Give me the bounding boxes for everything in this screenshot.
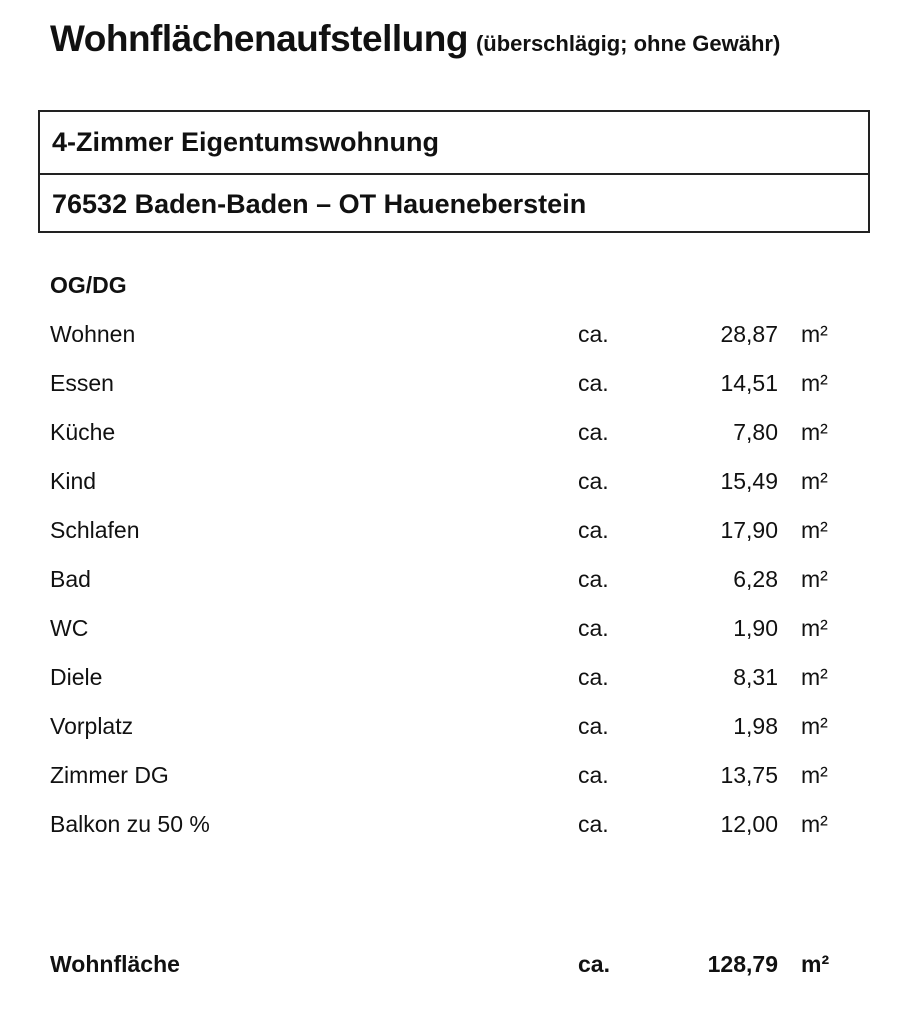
area-unit: m² (801, 713, 828, 739)
approx-label: ca. (578, 615, 609, 641)
list-item (0, 800, 906, 849)
area-unit: m² (801, 615, 828, 641)
title-main: Wohnflächenaufstellung (50, 18, 468, 59)
area-unit: m² (801, 762, 828, 788)
approx-label: ca. (578, 811, 609, 837)
title-subtitle: (überschlägig; ohne Gewähr) (475, 31, 781, 56)
room-name: Balkon zu 50 % (50, 811, 210, 837)
area-value: 12,00 (720, 811, 778, 837)
list-item (0, 751, 906, 800)
area-value: 13,75 (720, 762, 778, 788)
page-title (50, 18, 780, 60)
room-name: Zimmer DG (50, 762, 169, 788)
area-list (0, 310, 906, 849)
area-unit: m² (801, 566, 828, 592)
area-value: 28,87 (720, 321, 778, 347)
area-value: 1,98 (733, 713, 778, 739)
approx-label: ca. (578, 664, 609, 690)
list-item (0, 506, 906, 555)
room-name: Schlafen (50, 517, 140, 543)
property-location: 76532 Baden-Baden – OT Haueneberstein (40, 173, 868, 234)
total-unit: m² (801, 951, 830, 977)
section-heading: OG/DG (50, 272, 127, 298)
area-value: 8,31 (733, 664, 778, 690)
approx-label: ca. (578, 517, 609, 543)
list-item (0, 555, 906, 604)
property-info-box (38, 110, 870, 233)
approx-label: ca. (578, 419, 609, 445)
list-item (0, 359, 906, 408)
area-value: 7,80 (733, 419, 778, 445)
list-item (0, 604, 906, 653)
room-name: Wohnen (50, 321, 136, 347)
area-value: 14,51 (720, 370, 778, 396)
room-name: Essen (50, 370, 114, 396)
area-unit: m² (801, 664, 828, 690)
total-row (0, 940, 906, 989)
property-type: 4-Zimmer Eigentumswohnung (52, 127, 440, 157)
area-unit: m² (801, 811, 828, 837)
list-item (0, 457, 906, 506)
list-item (0, 408, 906, 457)
approx-label: ca. (578, 468, 609, 494)
total-approx-label: ca. (578, 951, 610, 977)
approx-label: ca. (578, 370, 609, 396)
area-value: 15,49 (720, 468, 778, 494)
approx-label: ca. (578, 713, 609, 739)
area-unit: m² (801, 419, 828, 445)
area-value: 1,90 (733, 615, 778, 641)
area-value: 6,28 (733, 566, 778, 592)
room-name: Diele (50, 664, 103, 690)
approx-label: ca. (578, 762, 609, 788)
room-name: Bad (50, 566, 91, 592)
room-name: Kind (50, 468, 97, 494)
room-name: Küche (50, 419, 116, 445)
approx-label: ca. (578, 321, 609, 347)
list-item (0, 310, 906, 359)
total-value: 128,79 (707, 951, 778, 977)
area-unit: m² (801, 370, 828, 396)
area-value: 17,90 (720, 517, 778, 543)
area-unit: m² (801, 517, 828, 543)
approx-label: ca. (578, 566, 609, 592)
room-name: Vorplatz (50, 713, 134, 739)
area-unit: m² (801, 468, 828, 494)
area-unit: m² (801, 321, 828, 347)
total-label: Wohnfläche (50, 951, 180, 977)
list-item (0, 702, 906, 751)
room-name: WC (50, 615, 89, 641)
list-item (0, 653, 906, 702)
